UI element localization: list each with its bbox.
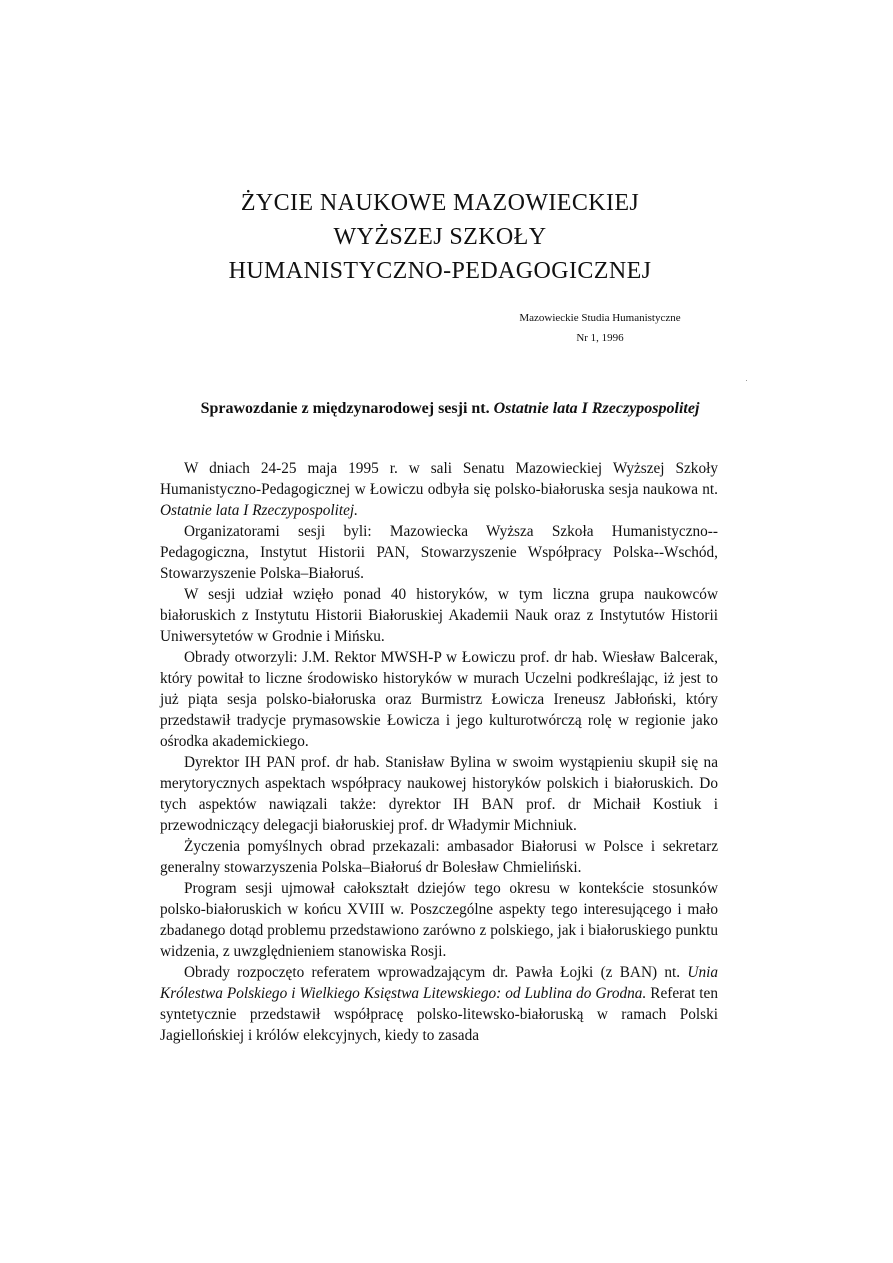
paragraph-1-italic: Ostatnie lata I Rzeczypospolitej. (160, 502, 358, 519)
heading-prefix: Sprawozdanie z międzynarodowej sesji nt. (200, 400, 494, 417)
article-body (160, 458, 718, 1046)
paragraph-5: Dyrektor IH PAN prof. dr hab. Stanisław Bylina w swoim wystąpieniu skupił się na merytorycznych aspektach współpracy naukowej historyków polskich i białoruskich. Do tych aspektów nawiązali także: dyrektor IH BAN prof. dr Michaił Kostiuk i przewodniczący delegacji białoruskiej prof. dr Władymir Michniuk. (160, 754, 718, 834)
report-heading (140, 398, 760, 420)
title-line-1: ŻYCIE NAUKOWE MAZOWIECKIEJ (240, 190, 640, 216)
scan-speck (746, 380, 747, 381)
paragraph-6: Życzenia pomyślnych obrad przekazali: ambasador Białorusi w Polsce i sekretarz generalny stowarzyszenia Polska–Białoruś dr Bolesław Chmieliński. (160, 838, 718, 876)
paragraph-3: W sesji udział wzięło ponad 40 historyków, w tym liczna grupa naukowców białoruskich z Instytutu Historii Białoruskiej Akademii Nauk oraz z Instytutów Historii Uniwersytetów w Grodnie i Mińsku. (160, 586, 718, 645)
paragraph-7: Program sesji ujmował całokształt dziejów tego okresu w kontekście stosunków polsko-białoruskich w końcu XVIII w. Poszczególne aspekty tego interesującego i mało zbadanego dotąd problemu przedstawiono zarówno z polskiego, jak i białoruskiego punktu widzenia, z uwzględnieniem stanowiska Rosji. (160, 880, 718, 960)
paragraph-8-text-end: Referat ten syntetycznie przedstawił współpracę polsko-litewsko-białoruską w ramach Polski Jagiellońskiej i królów elekcyjnych, kiedy to zasada (160, 985, 718, 1044)
paragraph-8-italic: Unia Królestwa Polskiego i Wielkiego Księstwa Litewskiego: od Lublina do Grodna. (160, 964, 718, 1002)
title-line-2: WYŻSZEJ SZKOŁY (333, 224, 547, 250)
paragraph-8-text: Obrady rozpoczęto referatem wprowadzającym dr. Pawła Łojki (z BAN) nt. (184, 964, 688, 981)
page-title (120, 186, 760, 288)
heading-italic-title: Ostatnie lata I Rzeczypospolitej (493, 400, 700, 417)
journal-issue: Nr 1, 1996 (576, 332, 624, 344)
paragraph-4: Obrady otworzyli: J.M. Rektor MWSH-P w Łowiczu prof. dr hab. Wiesław Balcerak, który powitał to liczne środowisko historyków w murach Uczelni podkreślając, iż jest to już piąta sesja polsko-białoruska oraz Burmistrz Łowicza Ireneusz Jabłoński, który przedstawił tradycje prymasowskie Łowicza i jego kulturotwórczą rolę w regionie jako ośrodka akademickiego. (160, 649, 718, 750)
title-line-3: HUMANISTYCZNO-PEDAGOGICZNEJ (228, 258, 652, 284)
paragraph-1-text: W dniach 24-25 maja 1995 r. w sali Senatu Mazowieckiej Wyższej Szkoły Humanistyczno-Pedagogicznej w Łowiczu odbyła się polsko-białoruska sesja naukowa nt. (160, 460, 718, 498)
paragraph-2: Organizatorami sesji byli: Mazowiecka Wyższa Szkoła Humanistyczno--Pedagogiczna, Instytut Historii PAN, Stowarzyszenie Współpracy Polska--Wschód, Stowarzyszenie Polska–Białoruś. (160, 523, 718, 582)
paragraph-8 (160, 962, 718, 1046)
journal-name: Mazowieckie Studia Humanistyczne (519, 312, 681, 324)
journal-info (490, 308, 710, 348)
paragraph-1 (160, 458, 718, 521)
